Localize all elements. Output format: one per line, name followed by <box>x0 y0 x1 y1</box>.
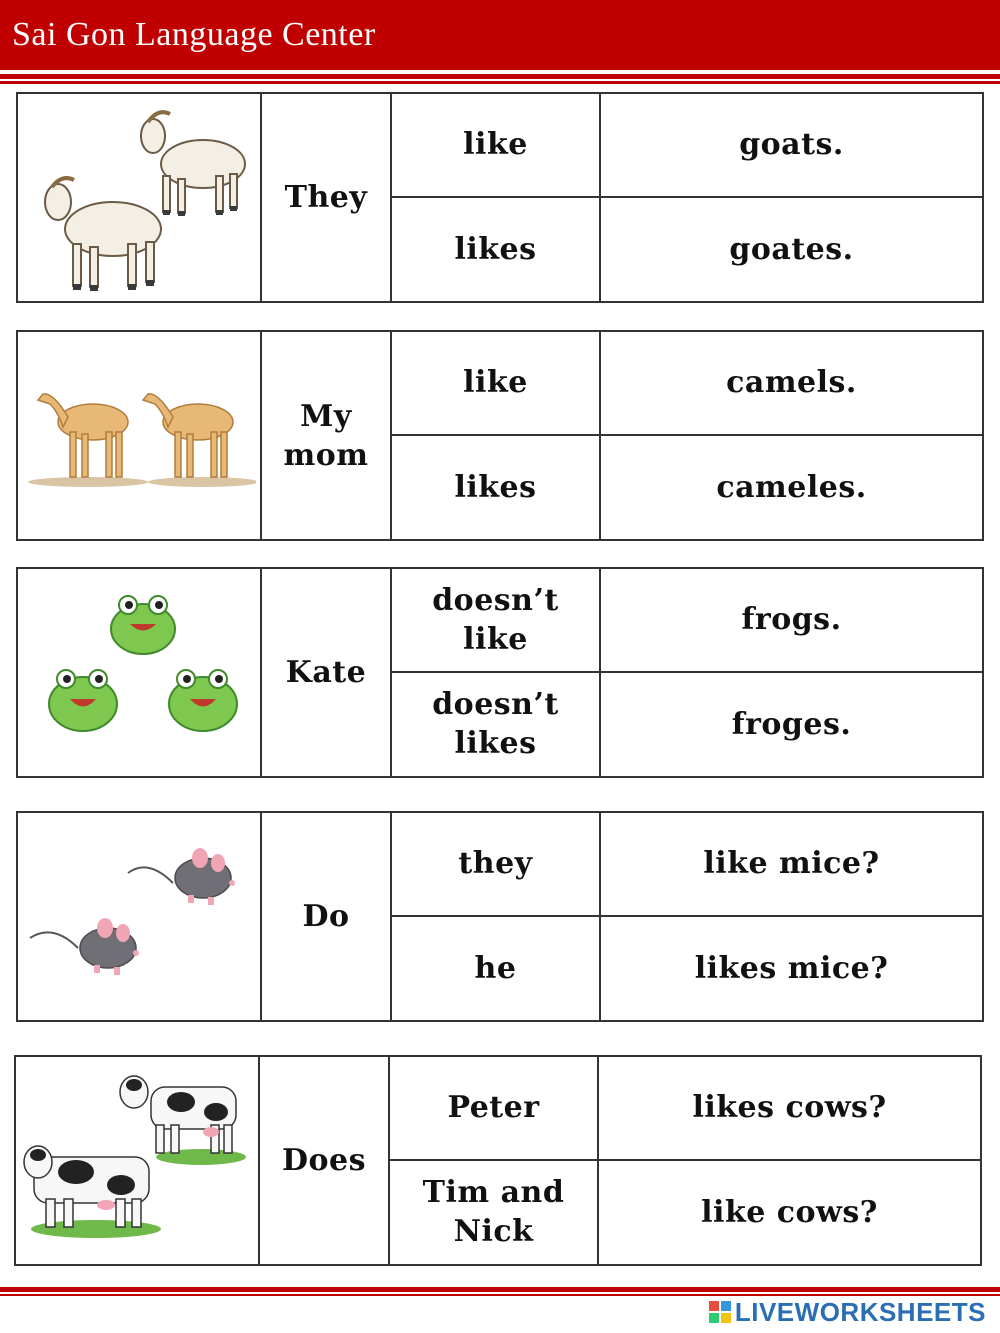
subject-do: Do <box>260 813 390 1020</box>
exercise-card-3 <box>16 567 984 778</box>
header-bar <box>0 0 1000 70</box>
subject-kate: Kate <box>260 569 390 776</box>
subject-does: Does <box>258 1057 388 1264</box>
option-tim-and-nick[interactable]: Tim and Nick <box>388 1161 597 1265</box>
object-likes-mice[interactable]: likes mice? <box>599 917 982 1021</box>
exercise-card-4 <box>16 811 984 1022</box>
header-divider-thin <box>0 81 1000 84</box>
frogs-illustration <box>18 569 260 776</box>
object-froges[interactable]: froges. <box>599 673 982 777</box>
option-doesnt-likes[interactable]: doesn’t likes <box>390 673 599 777</box>
mice-illustration <box>18 813 260 1020</box>
object-frogs[interactable]: frogs. <box>599 569 982 673</box>
camels-illustration <box>18 332 260 539</box>
option-peter[interactable]: Peter <box>388 1057 597 1161</box>
object-like-mice[interactable]: like mice? <box>599 813 982 917</box>
option-he[interactable]: he <box>390 917 599 1021</box>
object-goates[interactable]: goates. <box>599 198 982 302</box>
object-like-cows[interactable]: like cows? <box>597 1161 980 1265</box>
header-divider <box>0 74 1000 79</box>
object-likes-cows[interactable]: likes cows? <box>597 1057 980 1161</box>
option-doesnt-like[interactable]: doesn’t like <box>390 569 599 673</box>
liveworksheets-logo <box>709 1294 986 1330</box>
object-goats[interactable]: goats. <box>599 94 982 198</box>
option-like[interactable]: like <box>390 94 599 198</box>
option-likes[interactable]: likes <box>390 198 599 302</box>
cows-illustration <box>16 1057 258 1264</box>
exercise-card-5 <box>14 1055 982 1266</box>
option-like[interactable]: like <box>390 332 599 436</box>
footer-divider <box>0 1287 1000 1292</box>
exercise-card-1 <box>16 92 984 303</box>
page-title: Sai Gon Language Center <box>12 16 376 53</box>
brand-name: LIVEWORKSHEETS <box>734 1296 986 1327</box>
goats-illustration <box>18 94 260 301</box>
option-likes[interactable]: likes <box>390 436 599 540</box>
subject-my-mom: My mom <box>260 332 390 539</box>
object-cameles[interactable]: cameles. <box>599 436 982 540</box>
object-camels[interactable]: camels. <box>599 332 982 436</box>
option-they[interactable]: they <box>390 813 599 917</box>
subject-they: They <box>260 94 390 301</box>
liveworksheets-mark-icon <box>709 1301 731 1323</box>
exercise-card-2 <box>16 330 984 541</box>
